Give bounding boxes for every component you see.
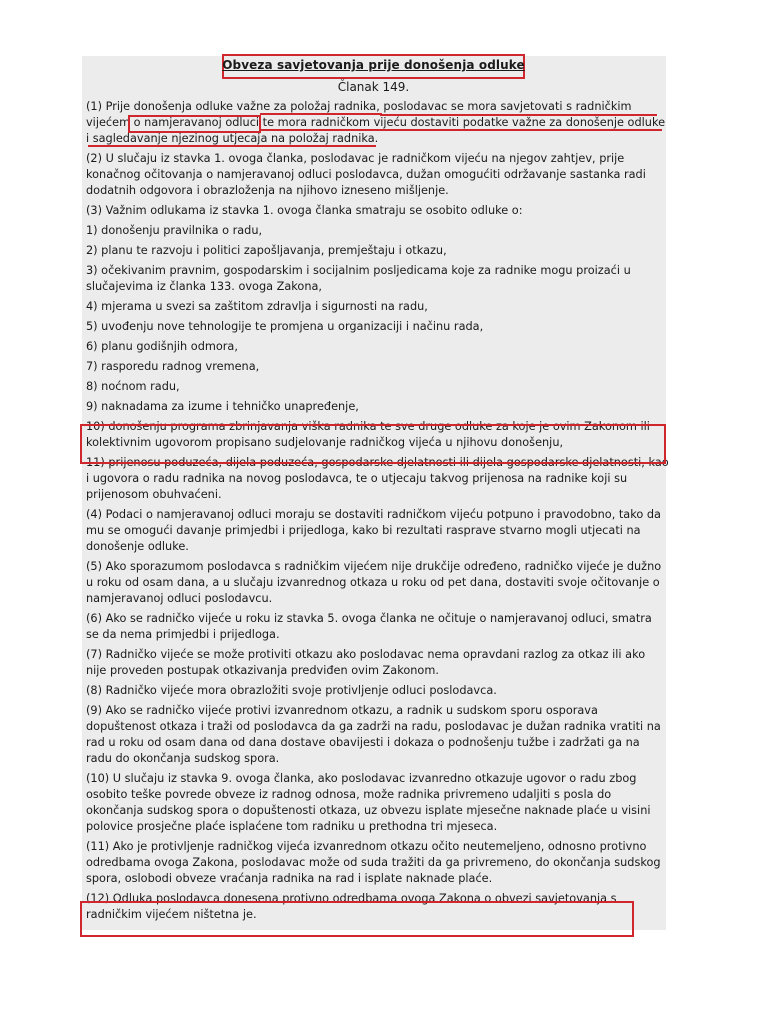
text-line: 5) uvođenju nove tehnologije te promjena u organizaciji i načinu rada,	[86, 320, 484, 333]
paragraph	[86, 771, 666, 835]
text-line: kolektivnim ugovorom propisano sudjelovanje radničkog vijeća u njihovu donošenju,	[86, 436, 564, 449]
text-line: 9) naknadama za izume i tehničko unapređenje,	[86, 400, 359, 413]
text-line: okončanja sudskog spora o dopuštenosti otkaza, uz obvezu isplate mjesečne naknade plaće u visini	[86, 804, 651, 817]
text-line: odredbama ovoga Zakona, poslodavac može od suda tražiti da ga privremeno, do okončanja sudskog	[86, 856, 661, 869]
paragraph	[86, 559, 666, 607]
list-item	[86, 319, 666, 335]
text-line: (4) Podaci o namjeravanoj odluci moraju se dostaviti radničkom vijeću potpuno i pravodobno, tako da	[86, 508, 661, 521]
paragraph	[86, 891, 666, 923]
text-line: donošenje odluke.	[86, 540, 189, 553]
text-line: slučajevima iz članka 133. ovoga Zakona,	[86, 280, 323, 293]
text-line: polovice prosječne plaće isplaćene tom radniku u prethodna tri mjeseca.	[86, 820, 498, 833]
list-item	[86, 299, 666, 315]
text-line: 1) donošenju pravilnika o radu,	[86, 224, 263, 237]
highlight-underline	[380, 114, 657, 116]
text-line: 10) donošenju programa zbrinjavanja viška radnika te sve druge odluke za koje je ovim Zakonom ili	[86, 420, 650, 433]
text-line: i ugovora o radu radnika na novog poslodavca, te o utjecaju takvog prijenosa na radnike koji su	[86, 472, 628, 485]
paragraph	[86, 611, 666, 643]
list-item	[86, 455, 669, 503]
text-line: (5) Ako sporazumom poslodavca s radničkim vijećem nije drukčije određeno, radničko vijeće je dužno	[86, 560, 662, 573]
list-item	[86, 399, 666, 415]
text-line: (8) Radničko vijeće mora obrazložiti svoje protivljenje odluci poslodavca.	[86, 684, 497, 697]
text-line: (10) U slučaju iz stavka 9. ovoga članka, ako poslodavac izvanredno otkazuje ugovor o radu zbog	[86, 772, 637, 785]
list-item	[86, 359, 666, 375]
text-line: spora, oslobodi obveze vraćanja radnika na rad i isplate naknade plaće.	[86, 872, 493, 885]
highlight-underline	[260, 113, 382, 115]
text-line: rad u roku od osam dana od dana dostave obavijesti i dokaza o podnošenju tužbe i zadržati ga na	[86, 736, 640, 749]
text-line: dodatnih odgovora i obrazloženja na njihovo izneseno mišljenje.	[86, 184, 449, 197]
document-title: Obveza savjetovanja prije donošenja odluke	[222, 58, 525, 72]
text-line: radničkim vijećem ništetna je.	[86, 908, 257, 921]
text-line: (1) Prije donošenja odluke važne za položaj radnika, poslodavac se mora savjetovati s radničkim	[86, 100, 632, 113]
text-line: u roku od osam dana, a u slučaju izvanrednog otkaza u roku od pet dana, dostaviti svoje očitovanje o	[86, 576, 660, 589]
text-line: prijenosom obuhvaćeni.	[86, 488, 222, 501]
document-body	[86, 99, 669, 927]
paragraph	[86, 683, 666, 699]
text-line: (6) Ako se radničko vijeće u roku iz stavka 5. ovoga članka ne očituje o namjeravanoj odluci, smatra	[86, 612, 652, 625]
text-line: 8) noćnom radu,	[86, 380, 180, 393]
text-line: 6) planu godišnjih odmora,	[86, 340, 238, 353]
paragraph	[86, 99, 666, 147]
text-line: 4) mjerama u svezi sa zaštitom zdravlja i sigurnosti na radu,	[86, 300, 428, 313]
text-line: 2) planu te razvoju i politici zapošljavanja, premještaju i otkazu,	[86, 244, 447, 257]
text-line: namjeravanoj odluci poslodavcu.	[86, 592, 273, 605]
text-line: (11) Ako je protivljenje radničkog vijeća izvanrednom otkazu očito neutemeljeno, odnosno protivno	[86, 840, 647, 853]
highlight-underline	[88, 145, 376, 147]
text-line: (9) Ako se radničko vijeće protivi izvanrednom otkazu, a radnik u sudskom sporu osporava	[86, 704, 598, 717]
text-line: 11) prijenosu poduzeća, dijela poduzeća, gospodarske djelatnosti ili dijela gospodarske djelatnosti, kao	[86, 456, 669, 469]
paragraph	[86, 839, 666, 887]
article-number: Članak 149.	[337, 80, 410, 94]
text-line: radu do okončanja sudskog spora.	[86, 752, 280, 765]
text-line: i sagledavanje njezinog utjecaja na položaj radnika.	[86, 132, 379, 145]
highlight-underline	[260, 129, 662, 131]
text-line: se da nema primjedbi i prijedloga.	[86, 628, 280, 641]
text-line: (3) Važnim odlukama iz stavka 1. ovoga članka smatraju se osobito odluke o:	[86, 204, 523, 217]
paragraph	[86, 203, 666, 219]
list-item	[86, 243, 666, 259]
text-line: (12) Odluka poslodavca donesena protivno odredbama ovoga Zakona o obvezi savjetovanja s	[86, 892, 617, 905]
text-line: osobito teške povrede obveze iz radnog odnosa, može radnika privremeno udaljiti s posla do	[86, 788, 612, 801]
list-item	[86, 419, 666, 451]
text-line: 7) rasporedu radnog vremena,	[86, 360, 260, 373]
text-line: (7) Radničko vijeće se može protiviti otkazu ako poslodavac nema opravdani razlog za otkaz ili ako	[86, 648, 646, 661]
text-line: (2) U slučaju iz stavka 1. ovoga članka, poslodavac je radničkom vijeću na njegov zahtjev, prije	[86, 152, 625, 165]
paragraph	[86, 151, 666, 199]
paragraph	[86, 647, 666, 679]
paragraph	[86, 703, 666, 767]
list-item	[86, 379, 666, 395]
paragraph	[86, 507, 666, 555]
text-line: dopuštenost otkaza i traži od poslodavca da ga zadrži na radu, poslodavac je dužan radnika vratiti na	[86, 720, 661, 733]
list-item	[86, 223, 666, 239]
list-item	[86, 339, 666, 355]
text-line: mu se omogući davanje primjedbi i prijedloga, kako bi rezultati rasprave stvarno mogli utjecati na	[86, 524, 641, 537]
list-item	[86, 263, 666, 295]
text-line: vijećem o namjeravanoj odluci te mora radničkom vijeću dostaviti podatke važne za donošenje odluke	[86, 116, 666, 129]
text-line: 3) očekivanim pravnim, gospodarskim i socijalnim posljedicama koje za radnike mogu proizaći u	[86, 264, 631, 277]
text-line: nije proveden postupak otkazivanja predviđen ovim Zakonom.	[86, 664, 439, 677]
text-line: konačnog očitovanja o namjeravanoj odluci poslodavca, dužan omogućiti održavanje sastanka radi	[86, 168, 646, 181]
